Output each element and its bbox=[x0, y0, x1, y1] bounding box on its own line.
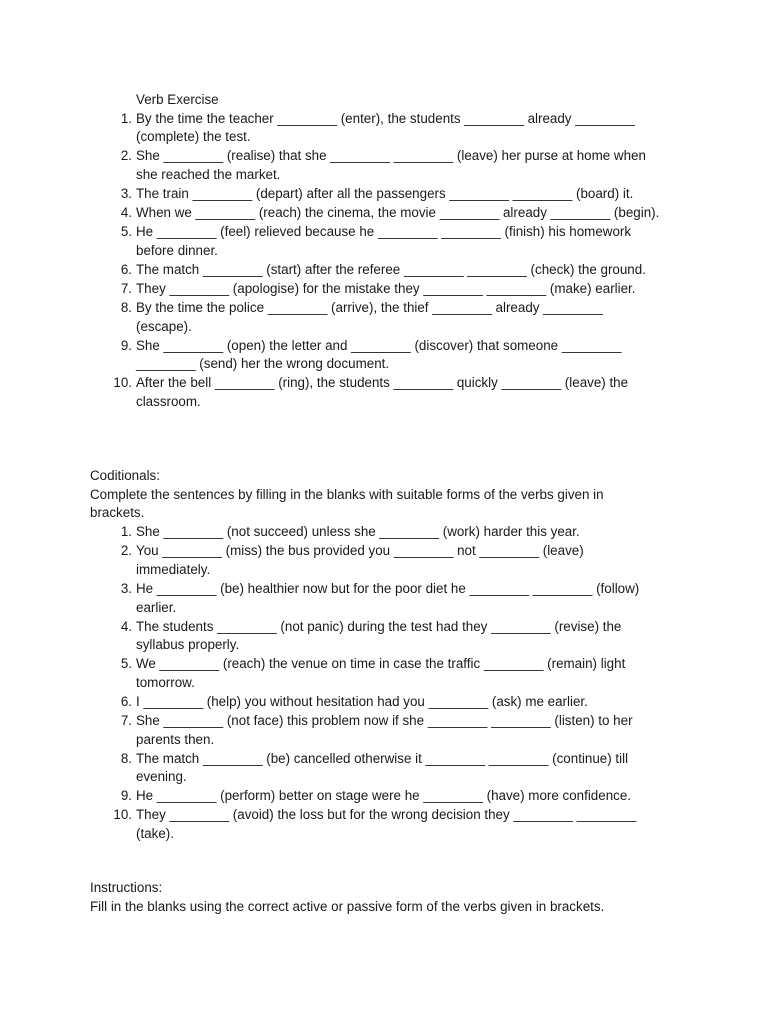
list-item-number: 6. bbox=[120, 261, 132, 277]
verb-exercise-section bbox=[90, 91, 660, 412]
list-item bbox=[90, 337, 660, 374]
list-item bbox=[90, 299, 660, 336]
conditionals-title: Coditionals: bbox=[90, 468, 160, 483]
list-item-text: They ________ (avoid) the loss but for the wrong decision they ________ ________ (take). bbox=[136, 807, 637, 842]
list-item bbox=[90, 655, 660, 692]
list-item bbox=[90, 580, 660, 617]
list-item-text: The train ________ (depart) after all the passengers ________ ________ (board) it. bbox=[136, 186, 634, 202]
list-item-text: She ________ (realise) that she ________ ________ (leave) her purse at home when she reached the market. bbox=[136, 148, 646, 183]
list-item-number: 7. bbox=[120, 712, 132, 728]
list-item bbox=[90, 204, 660, 223]
list-item bbox=[90, 374, 660, 411]
list-item-number: 7. bbox=[120, 280, 132, 296]
list-item-number: 4. bbox=[120, 205, 132, 221]
verb-exercise-list bbox=[90, 110, 660, 412]
conditionals-section bbox=[90, 467, 660, 844]
list-item-number: 5. bbox=[120, 656, 132, 672]
conditionals-list bbox=[90, 523, 660, 844]
list-item-number: 9. bbox=[120, 788, 132, 804]
list-item bbox=[90, 280, 660, 299]
list-item-number: 2. bbox=[120, 148, 132, 164]
list-item bbox=[90, 618, 660, 655]
list-item-text: She ________ (not face) this problem now if she ________ ________ (listen) to her parents then. bbox=[136, 712, 633, 747]
list-item-text: The match ________ (start) after the referee ________ ________ (check) the ground. bbox=[136, 261, 646, 277]
list-item bbox=[90, 787, 660, 806]
list-item bbox=[90, 261, 660, 280]
list-item bbox=[90, 223, 660, 260]
list-item-text: He ________ (be) healthier now but for the poor diet he ________ ________ (follow) earlier. bbox=[136, 580, 640, 615]
list-item bbox=[90, 147, 660, 184]
list-item-number: 2. bbox=[120, 543, 132, 559]
list-item bbox=[90, 542, 660, 579]
list-item bbox=[90, 523, 660, 542]
list-item-number: 8. bbox=[120, 299, 132, 315]
list-item-number: 4. bbox=[120, 618, 132, 634]
list-item-number: 3. bbox=[120, 580, 132, 596]
list-item-text: You ________ (miss) the bus provided you ________ not ________ (leave) immediately. bbox=[136, 543, 584, 577]
list-item-text: She ________ (open) the letter and ________ (discover) that someone ________ ________ (send) her the wrong document. bbox=[136, 337, 622, 372]
instructions-text: Fill in the blanks using the correct active or passive form of the verbs given in brackets. bbox=[90, 898, 605, 914]
list-item-number: 6. bbox=[120, 693, 132, 709]
list-item bbox=[90, 110, 660, 147]
list-item-number: 8. bbox=[120, 750, 132, 766]
list-item-text: The students ________ (not panic) during the test had they ________ (revise) the syllabus properly. bbox=[136, 618, 622, 653]
list-item-text: She ________ (not succeed) unless she ________ (work) harder this year. bbox=[136, 524, 580, 540]
list-item-number: 10. bbox=[113, 375, 132, 391]
instructions-section bbox=[90, 879, 660, 916]
list-item-text: By the time the police ________ (arrive), the thief ________ already ________ (escape). bbox=[136, 299, 603, 334]
list-item-text: He ________ (feel) relieved because he ________ ________ (finish) his homework before dinner. bbox=[136, 224, 632, 258]
verb-exercise-title: Verb Exercise bbox=[136, 92, 219, 107]
list-item bbox=[90, 806, 660, 843]
list-item-number: 3. bbox=[120, 186, 132, 202]
conditionals-instruction: Complete the sentences by filling in the blanks with suitable forms of the verbs given in brackets. bbox=[90, 486, 604, 521]
list-item bbox=[90, 750, 660, 787]
list-item-text: He ________ (perform) better on stage were he ________ (have) more confidence. bbox=[136, 788, 632, 804]
list-item-number: 1. bbox=[120, 110, 132, 126]
list-item-text: We ________ (reach) the venue on time in case the traffic ________ (remain) light tomorrow. bbox=[136, 656, 626, 690]
list-item-number: 1. bbox=[120, 524, 132, 540]
list-item-text: They ________ (apologise) for the mistake they ________ ________ (make) earlier. bbox=[136, 280, 636, 296]
list-item bbox=[90, 712, 660, 749]
instructions-title: Instructions: bbox=[90, 880, 163, 895]
list-item-text: After the bell ________ (ring), the students ________ quickly ________ (leave) the classroom. bbox=[136, 375, 629, 409]
list-item-number: 9. bbox=[120, 337, 132, 353]
list-item-text: When we ________ (reach) the cinema, the movie ________ already ________ (begin). bbox=[136, 205, 660, 221]
list-item-number: 5. bbox=[120, 224, 132, 240]
list-item-text: By the time the teacher ________ (enter), the students ________ already ________ (complete) the test. bbox=[136, 110, 635, 145]
list-item-text: I ________ (help) you without hesitation had you ________ (ask) me earlier. bbox=[136, 693, 588, 709]
list-item bbox=[90, 185, 660, 204]
list-item-text: The match ________ (be) cancelled otherwise it ________ ________ (continue) till evening. bbox=[136, 750, 629, 785]
list-item-number: 10. bbox=[113, 807, 132, 823]
list-item bbox=[90, 693, 660, 712]
